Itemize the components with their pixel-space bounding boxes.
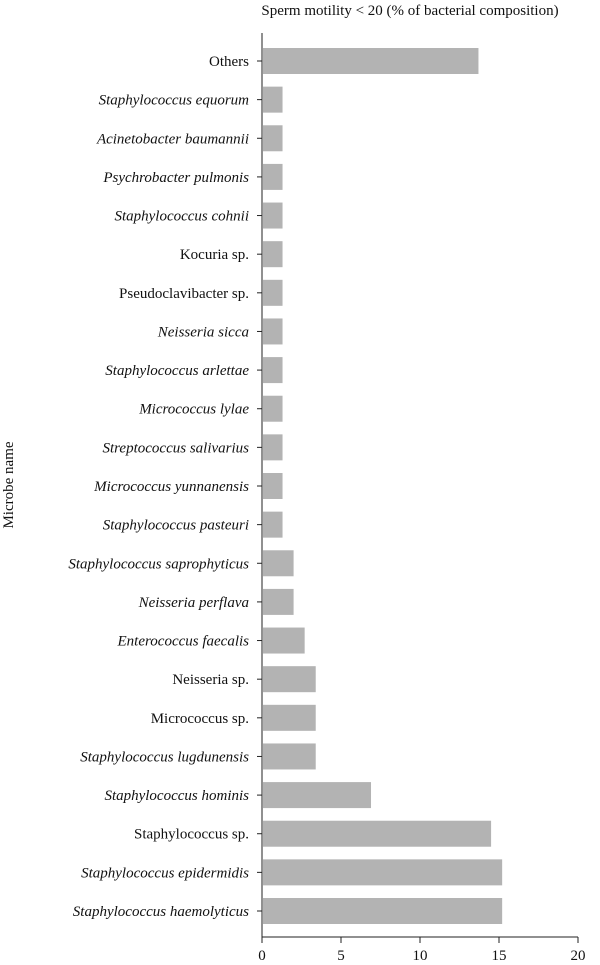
category-label: Staphylococcus equorum [98,92,249,109]
plot-area [68,33,585,964]
bar [263,87,283,113]
category-label: Staphylococcus saprophyticus [68,556,249,573]
category-label: Staphylococcus haemolyticus [72,904,249,920]
bar [263,318,283,344]
bar [263,821,491,847]
category-label: Staphylococcus sp. [134,826,249,843]
bar [263,589,294,615]
bar [263,512,283,538]
bar [263,743,316,769]
bar [263,241,283,267]
bar [263,782,371,808]
category-label: Psychrobacter pulmonis [103,169,249,186]
bar [263,125,283,151]
category-label: Staphylococcus arlettae [105,363,249,380]
x-tick-label: 15 [491,948,507,964]
category-label: Pseudoclavibacter sp. [119,285,249,302]
category-label: Enterococcus faecalis [117,633,249,650]
category-label: Staphylococcus cohnii [114,208,249,225]
bar [263,550,294,576]
bar [263,396,283,422]
category-label: Micrococcus yunnanensis [94,479,249,495]
x-tick-label: 20 [570,948,586,964]
category-label: Streptococcus salivarius [102,440,249,457]
category-label: Acinetobacter baumannii [96,131,249,148]
bar [263,898,502,924]
category-label: Staphylococcus pasteuri [102,517,249,534]
x-tick-label: 0 [258,948,266,964]
category-label: Staphylococcus epidermidis [81,865,249,882]
bar [263,203,283,229]
category-label: Neisseria sp. [172,672,249,689]
bar [263,48,478,74]
x-tick-label: 10 [412,948,428,964]
category-label: Kocuria sp. [179,247,249,264]
bar [263,666,316,692]
bar [263,859,502,885]
bar [263,357,283,383]
chart-title: Sperm motility < 20 (% of bacterial composition) [261,3,559,19]
bar [263,280,283,306]
x-tick-label: 5 [337,948,345,964]
category-label: Staphylococcus lugdunensis [80,749,249,766]
category-label: Micrococcus sp. [150,710,249,727]
category-label: Micrococcus lylae [139,401,249,418]
category-label: Staphylococcus hominis [104,788,249,805]
category-label: Neisseria perflava [138,594,249,611]
y-axis-label: Microbe name [1,441,17,529]
category-label: Others [209,54,249,70]
bar [263,434,283,460]
bar [263,628,305,654]
category-label: Neisseria sicca [157,324,249,341]
bar [263,705,316,731]
bar [263,164,283,190]
bar [263,473,283,499]
